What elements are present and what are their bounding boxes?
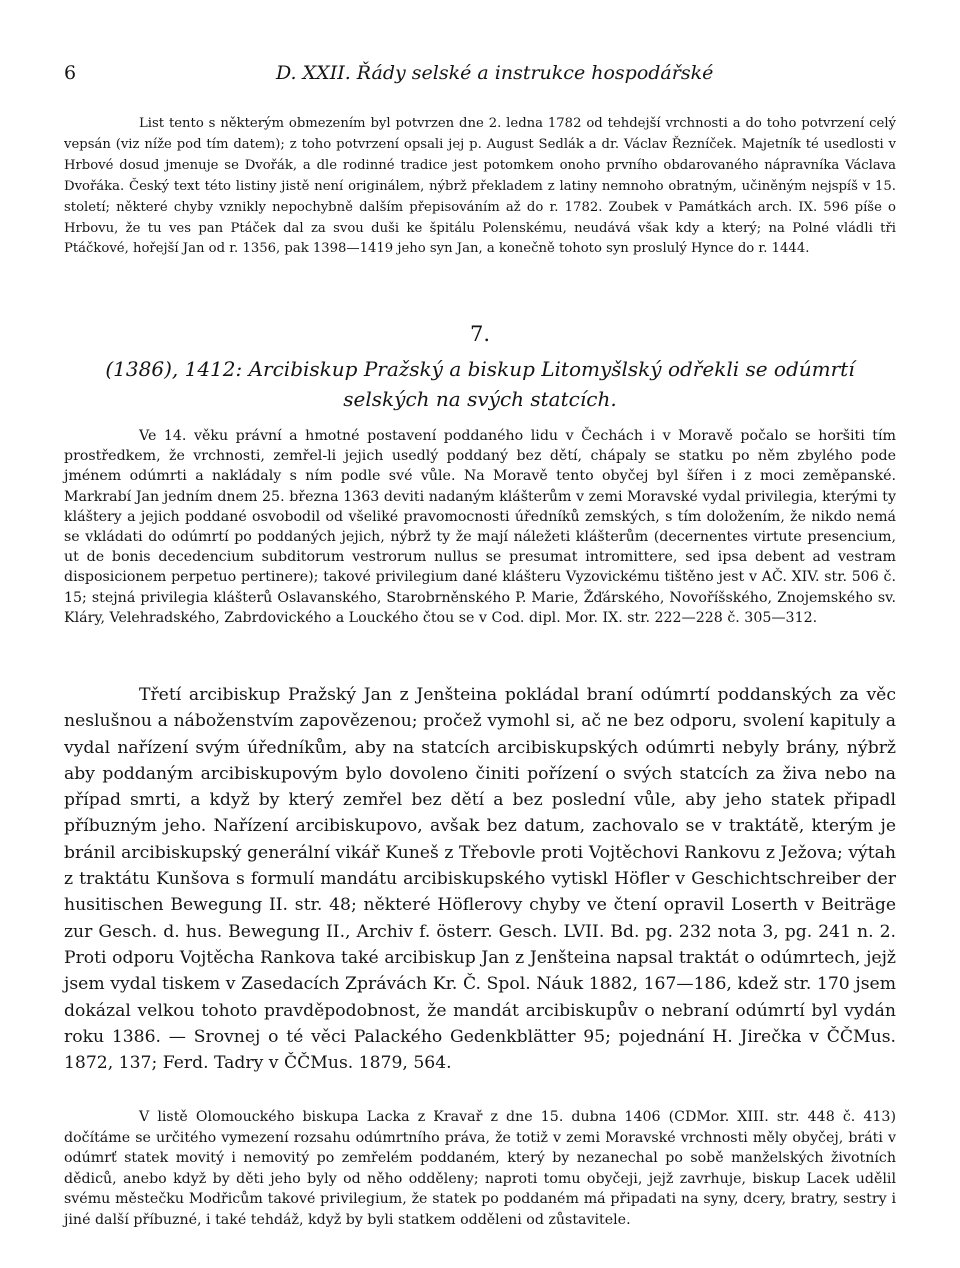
main-text-block [64,682,896,1076]
running-title: D. XXII. Řády selské a instrukce hospodářské [276,62,714,84]
section-number: 7. [469,322,491,346]
page-number: 6 [64,62,77,84]
commentary-paragraph: Ve 14. věku právní a hmotné postavení poddaného lidu v Čechách i v Moravě počalo se horšiti tím prostředkem, že vrchnosti, zemřel-li jejich usedlý poddaný bez dětí, chápaly se statku po něm zbylého pode jménem odúmrti a nakládaly s ním podle své vůle. Na Moravě tento obyčej byl šířen i z moci zeměpanské. Markrabí Jan jedním dnem 25. března 1363 deviti nadaným klášterům v zemi Moravské vydal privilegia, kterými ty kláštery a jejich poddané osvobodil od všeliké pravomocnosti úředníků zemských, s tím doložením, že nikdo nemá se vkládati do odúmrtí po poddaných jejich, nýbrž ty že mají náležeti klášterům (decernentes virtute presencium, ut de bonis decedencium subditorum vestrorum nullus se presumat intromittere, sed ipsa debent ad vestram disposicionem perpetuo pertinere); takové privilegium dané klášteru Vyzovickému tištěno jest v AČ. XIV. str. 506 č. 15; stejná privilegia klášterů Oslavanského, Starobrněnského P. Marie, Žďárského, Novoříšského, Znojemského sv. Kláry, Velehradského, Zabrdovického a Louckého čtou se v Cod. dipl. Mor. IX. str. 222—228 č. 305—312. [64,428,896,626]
section-title: (1386), 1412: Arcibiskup Pražský a biskup Litomyšlský odřekli se odúmrtí selských na svých statcích. [105,357,855,411]
commentary-block-1 [64,426,896,628]
intro-paragraph: List tento s některým obmezením byl potvrzen dne 2. ledna 1782 od tehdejší vrchnosti a do toho potvrzení celý vepsán (viz níže pod tím datem); z toho potvrzení opsali jej p. August Sedlák a dr. Václav Řezníček. Majetník té usedlosti v Hrbové dosud jmenuje se Dvořák, a dle rodinné tradice jest potomkem onoho prvního obdarovaného nápravníka Václava Dvořáka. Český text této listiny jistě není originálem, nýbrž překladem z latiny nemnoho obratným, učiněným nejspíš v 15. století; některé chyby vznikly nepochybně dalším přepisováním až do r. 1782. Zoubek v Památkách arch. IX. 596 píše o Hrbovu, že tu ves pan Ptáček dal za svou duši ke špitálu Polenskému, neudává však kdy a který; na Polné vládli tři Ptáčkové, hořejší Jan od r. 1356, pak 1398—1419 jeho syn Jan, a konečně tohoto syn proslulý Hynce do r. 1444. [64,116,896,257]
intro-note [64,114,896,260]
commentary-block-2 [64,1107,896,1231]
page-header [64,62,896,92]
commentary-paragraph: V listě Olomouckého biskupa Lacka z Kravař z dne 15. dubna 1406 (CDMor. XIII. str. 448 č. 413) dočítáme se určitého vymezení rozsahu odúmrtního práva, že totiž v zemi Moravské vrchnosti měly obyčej, bráti v odúmrť statek movitý i nemovitý po zemřelém poddaném, který by nezanechal po sobě manželských životních dědiců, anebo když by děti jeho byly od něho odděleny; naproti tomu obyčeji, jejž zavrhuje, biskup Lacek udělil svému městečku Modřicům takové privilegium, že statek po poddaném má připadati na syny, dcery, bratry, sestry i jiné další příbuzné, i také tehdáž, když by byli statkem odděleni od zůstavitele. [64,1109,896,1228]
main-paragraph: Třetí arcibiskup Pražský Jan z Jenšteina pokládal braní odúmrtí poddanských za věc neslušnou a náboženstvím zapovězenou; pročež vymohl si, ač ne bez odporu, svolení kapituly a vydal nařízení svým úředníkům, aby na statcích arcibiskupských odúmrti nebyly brány, nýbrž aby poddaným arcibiskupovým bylo dovoleno činiti pořízení o svých statcích za živa nebo na případ smrti, a když by který zemřel bez dětí a bez poslední vůle, aby jeho statek připadl příbuzným jeho. Nařízení arcibiskupovo, avšak bez datum, zachovalo se v traktátě, kterým je bránil arcibiskupský generální vikář Kuneš z Třebovle proti Vojtěchovi Rankovu z Ježova; výtah z traktátu Kunšova s formulí mandátu arcibiskupského vytiskl Höfler v Geschichtschreiber der husitischen Bewegung II. str. 48; některé Höflerovy chyby ve čtení opravil Loserth v Beiträge zur Gesch. d. hus. Bewegung II., Archiv f. österr. Gesch. LVII. Bd. pg. 232 nota 3, pg. 241 n. 2. Proti odporu Vojtěcha Rankova také arcibiskup Jan z Jenšteina napsal traktát o odúmrtech, jejž jsem vydal tiskem v Zasedacích Zprávách Kr. Č. Spol. Náuk 1882, 167—186, kdež str. 170 jsem dokázal velkou tohoto pravděpodobnost, že mandát arcibiskupův o nebraní odúmrtí byl vydán roku 1386. — Srovnej o té věci Palackého Gedenkblätter 95; pojednání H. Jirečka v ČČMus. 1872, 137; Ferd. Tadry v ČČMus. 1879, 564. [64,685,896,1074]
